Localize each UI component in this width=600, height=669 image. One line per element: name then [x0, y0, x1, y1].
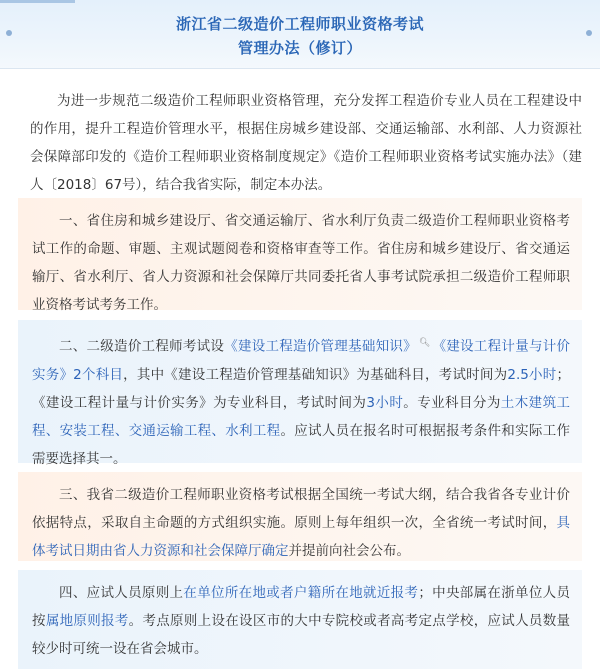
exam-date-note: 具体考试日期由省人力资源和社会保障厅确定 [32, 515, 570, 559]
section-2-text-d: 。专业科目分为 [403, 394, 501, 411]
search-icon[interactable]: 🔍︎ [418, 338, 431, 348]
document-title: 浙江省二级造价工程师职业资格考试 [175, 15, 424, 33]
intro-paragraph: 为进一步规范二级造价工程师职业资格管理，充分发挥工程造价专业人员在工程建设中的作用，提升工程造价管理水平，根据住房城乡建设部、交通运输部、水利部、人力资源社会保障部印发的《造价工程师职业资格制度规定》《造价工程师职业资格考试实施办法》（建人〔2018〕67号），结合我省实际，制定本办法。 [30, 93, 582, 193]
section-4-text-c: 。考点原则上设在设区市的大中专院校或者高考定点学校，应试人员数量较少时可统一设在省会城市。 [32, 613, 571, 657]
section-3-text-a: 三、我省二级造价工程师职业资格考试根据全国统一考试大纲，结合我省各专业计价依据特点，采取自主命题的方式组织实施。原则上每年组织一次，全省统一考试时间， [32, 487, 570, 531]
registration-location-note: 在单位所在地或者户籍所在地就近报考 [183, 585, 419, 601]
professional-subjects-list: 土木建筑工程、安装工程、交通运输工程、水利工程 [32, 394, 571, 439]
section-4-block [18, 570, 582, 669]
document-subtitle: 管理办法（修订） [237, 39, 362, 57]
section-2-text-a: 二、二级造价工程师考试设 [59, 338, 225, 355]
header-divider [0, 68, 600, 69]
section-3-text-b: 并提前向社会公布。 [288, 543, 410, 559]
section-3-block [18, 472, 582, 561]
header-accent-line [0, 0, 75, 3]
section-1-block [18, 198, 582, 313]
practice-exam-duration: 3小时 [366, 394, 404, 411]
basic-exam-duration: 2.5小时 [507, 366, 557, 383]
document-header [0, 0, 600, 69]
section-4-text-a: 四、应试人员原则上 [59, 585, 184, 601]
section-2-block [18, 320, 582, 467]
section-2-text-b: ，其中《建设工程造价管理基础知识》为基础科目，考试时间为 [123, 366, 508, 383]
subject-practice-link[interactable]: 《建设工程计量与计价实务》2个科目 [32, 338, 570, 383]
section-1-text: 一、省住房和城乡建设厅、省交通运输厅、省水利厅负责二级造价工程师职业资格考试工作的命题、审题、主观试题阅卷和资格审查等工作。省住房和城乡建设厅、省交通运输厅、省水利厅、省人力资源和社会保障厅共同委托省人事考试院承担二级造价工程师职业资格考试考务工作。 [32, 213, 570, 313]
section-2-text-e: 。应试人员在报名时可根据报考条件和实际工作需要选择其一。 [32, 422, 571, 467]
section-2-text-c: ；《建设工程计量与计价实务》为专业科目，考试时间为 [32, 366, 570, 411]
section-4-text-b: ；中央部属在浙单位人员按 [32, 585, 571, 629]
territorial-principle-note: 属地原则报考 [45, 613, 129, 629]
subject-basic-link[interactable]: 《建设工程造价管理基础知识》 [224, 338, 417, 355]
